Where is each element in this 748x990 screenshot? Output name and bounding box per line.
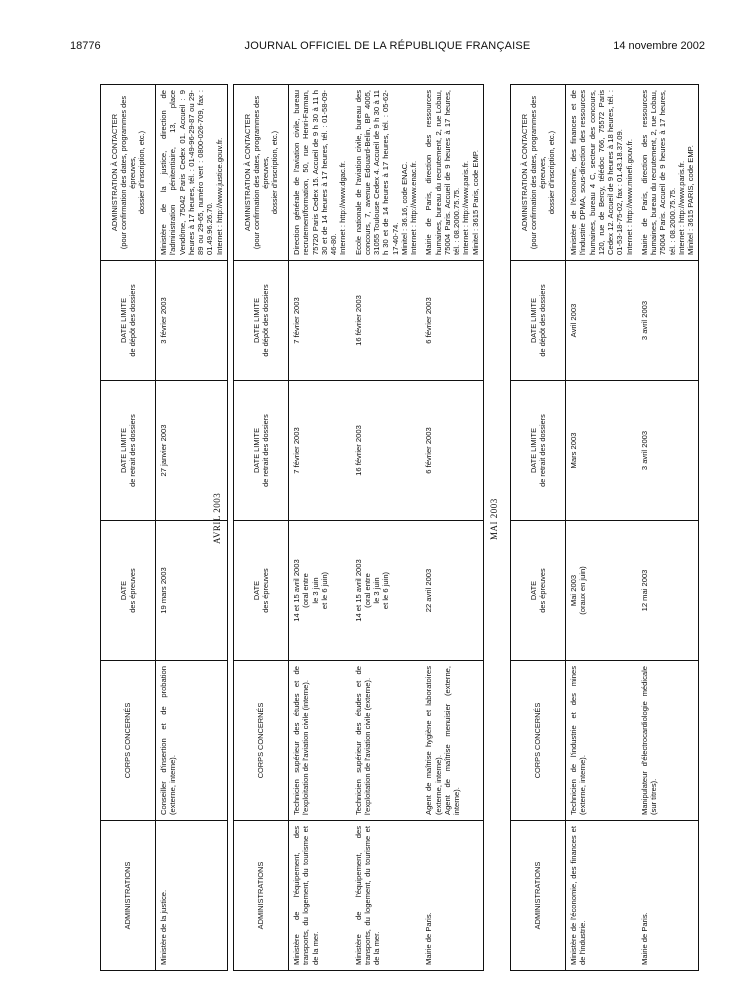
corps-cell: Technicien de l'industrie et des mines (externe, interne). bbox=[566, 661, 637, 821]
date-depot-cell: 7 février 2003 bbox=[289, 261, 351, 381]
administration-cell: Ministère de l'équipement, des transports, du logement, du tourisme et de la mer. bbox=[351, 821, 422, 971]
column-header-contact: ADMINISTRATION À CONTACTER (pour confirmation des dates, programmes des épreuves, dossier d'inscription, etc.) bbox=[101, 85, 156, 261]
column-header-corps: CORPS CONCERNÉS bbox=[101, 661, 156, 821]
date-epreuves-cell: 19 mars 2003 bbox=[156, 521, 228, 661]
date-epreuves-cell: 12 mai 2003 bbox=[637, 521, 699, 661]
table-section-3 bbox=[510, 85, 695, 971]
table-section-2 bbox=[233, 85, 480, 971]
administration-cell: Ministère de l'économie, des finances et de l'industrie. bbox=[566, 821, 637, 971]
date-epreuves-cell: 14 et 15 avril 2003 (oral entre le 3 juin et le 6 juin) bbox=[351, 521, 422, 661]
column-header-administrations: ADMINISTRATIONS bbox=[234, 821, 289, 971]
page-number: 18776 bbox=[70, 40, 101, 52]
table-row bbox=[637, 85, 699, 971]
recruitment-table bbox=[510, 84, 699, 971]
column-header-corps: CORPS CONCERNÉS bbox=[234, 661, 289, 821]
administration-cell: Mairie de Paris. bbox=[421, 821, 483, 971]
corps-cell: Agent de maîtrise hygiène et laboratoires (externe, interne). Agent de maîtrise menuisier (externe, interne). bbox=[421, 661, 483, 821]
column-header-date-retrait: DATE LIMITE de retrait des dossiers bbox=[511, 381, 566, 521]
column-header-administrations: ADMINISTRATIONS bbox=[511, 821, 566, 971]
table-row bbox=[351, 85, 422, 971]
date-epreuves-cell: 14 et 15 avril 2003 (oral entre le 3 juin et le 6 juin) bbox=[289, 521, 351, 661]
section-title-mai: MAI 2003 bbox=[489, 498, 499, 540]
table-header-row bbox=[101, 85, 156, 971]
date-depot-cell: 16 février 2003 bbox=[351, 261, 422, 381]
recruitment-table bbox=[233, 84, 484, 971]
column-header-date-depot: DATE LIMITE de dépôt des dossiers bbox=[101, 261, 156, 381]
corps-cell: Technicien supérieur des études et de l'exploitation de l'aviation civile (externe). bbox=[351, 661, 422, 821]
column-header-date-epreuves: DATE des épreuves bbox=[234, 521, 289, 661]
section-title-avril: AVRIL 2003 bbox=[212, 492, 222, 544]
administration-cell: Ministère de la justice. bbox=[156, 821, 228, 971]
column-header-date-retrait: DATE LIMITE de retrait des dossiers bbox=[101, 381, 156, 521]
date-depot-cell: Avril 2003 bbox=[566, 261, 637, 381]
date-depot-cell: 3 avril 2003 bbox=[637, 261, 699, 381]
date-retrait-cell: 3 avril 2003 bbox=[637, 381, 699, 521]
corps-cell: Conseiller d'insertion et de probation (externe, interne). bbox=[156, 661, 228, 821]
contact-cell: Ministère de l'économie, des finances et de l'industrie DPMA, sous-direction des ressources humaines, bureau 4 C, secteur des concours, 120, rue de Bercy, télédoc 766, 75572 Paris Cedex 12. Accueil de 9 heures à 18 heures, tél. : 01-53-18-75-02, fax : 01.43.18.37.09. Internet : http://www.minefi.gouv.fr. bbox=[566, 85, 637, 261]
journal-title: JOURNAL OFFICIEL DE LA RÉPUBLIQUE FRANÇAISE bbox=[244, 40, 531, 52]
contact-cell: Ecole nationale de l'aviation civile, bureau des concours, 7, avenue Edouard-Belin, BP 4005, 31055 Toulouse Cedex 4. Accueil de 9 h 30 à 11 h 30 et de 14 heures à 17 heures, tél. : 05-62-17-40-74. Minitel : 36.16, code ENAC. Internet : http://www.enac.fr. bbox=[351, 85, 422, 261]
column-header-date-epreuves: DATE des épreuves bbox=[511, 521, 566, 661]
column-header-corps: CORPS CONCERNÉS bbox=[511, 661, 566, 821]
column-header-contact: ADMINISTRATION À CONTACTER (pour confirmation des dates, programmes des épreuves, dossier d'inscription, etc.) bbox=[234, 85, 289, 261]
table-row bbox=[566, 85, 637, 971]
page-header bbox=[70, 40, 705, 56]
date-retrait-cell: 27 janvier 2003 bbox=[156, 381, 228, 521]
contact-cell: Mairie de Paris, direction des ressources humaines, bureau du recrutement, 2, rue Lobau, 75004 Paris. Accueil de 9 heures à 17 heures, tél. : 08.2000.75.75. Internet : http://www.paris.fr. Minitel : 3615 Paris, code EMP. bbox=[421, 85, 483, 261]
issue-date: 14 novembre 2002 bbox=[613, 40, 705, 52]
corps-cell: Technicien supérieur des études et de l'exploitation de l'aviation civile (interne). bbox=[289, 661, 351, 821]
column-header-date-depot: DATE LIMITE de dépôt des dossiers bbox=[511, 261, 566, 381]
corps-cell: Manipulateur d'électrocardiologie médicale (sur titres). bbox=[637, 661, 699, 821]
contact-cell: Mairie de Paris, direction des ressources humaines, bureau du recrutement, 2, rue Lobau, 75004 Paris. Accueil de 9 heures à 17 heures, tél. : 08.2000.75.75. Internet : http://www.paris.fr. Minitel : 3615 PARIS, code EMP. bbox=[637, 85, 699, 261]
column-header-date-epreuves: DATE des épreuves bbox=[101, 521, 156, 661]
contact-cell: Direction générale de l'aviation civile, bureau recrutement/formation, 50, rue Henri-Farman, 75720 Paris Cedex 15. Accueil de 9 h 30 à 11 h 30 et de 14 heures à 17 heures, tél. : 01-58-09-46-80. Internet : http://www.dgac.fr. bbox=[289, 85, 351, 261]
column-header-contact: ADMINISTRATION À CONTACTER (pour confirmation des dates, programmes des épreuves, dossier d'inscription, etc.) bbox=[511, 85, 566, 261]
administration-cell: Mairie de Paris. bbox=[637, 821, 699, 971]
table-header-row bbox=[511, 85, 566, 971]
contact-cell: Ministère de la justice, direction de l'administration pénitentiaire, 13, place Vendôme, 75042 Paris Cedex 01. Accueil : 9 heures à 17 heures, tél. : 01-49-96-29-87 ou 29-89 ou 29-65, numéro vert : 0800-026-709, fax : 01.49.96.26.70. Internet : http://www.justice.gouv.fr. bbox=[156, 85, 228, 261]
date-retrait-cell: 16 février 2003 bbox=[351, 381, 422, 521]
date-depot-cell: 6 février 2003 bbox=[421, 261, 483, 381]
date-epreuves-cell: 22 avril 2003 bbox=[421, 521, 483, 661]
administration-cell: Ministère de l'équipement, des transports, du logement, du tourisme et de la mer. bbox=[289, 821, 351, 971]
date-retrait-cell: Mars 2003 bbox=[566, 381, 637, 521]
date-depot-cell: 3 février 2003 bbox=[156, 261, 228, 381]
date-epreuves-cell: Mai 2003 (oraux en juin) bbox=[566, 521, 637, 661]
table-row bbox=[289, 85, 351, 971]
recruitment-table bbox=[100, 84, 228, 971]
column-header-date-retrait: DATE LIMITE de retrait des dossiers bbox=[234, 381, 289, 521]
date-retrait-cell: 6 février 2003 bbox=[421, 381, 483, 521]
table-header-row bbox=[234, 85, 289, 971]
table-row bbox=[421, 85, 483, 971]
date-retrait-cell: 7 février 2003 bbox=[289, 381, 351, 521]
column-header-date-depot: DATE LIMITE de dépôt des dossiers bbox=[234, 261, 289, 381]
column-header-administrations: ADMINISTRATIONS bbox=[101, 821, 156, 971]
